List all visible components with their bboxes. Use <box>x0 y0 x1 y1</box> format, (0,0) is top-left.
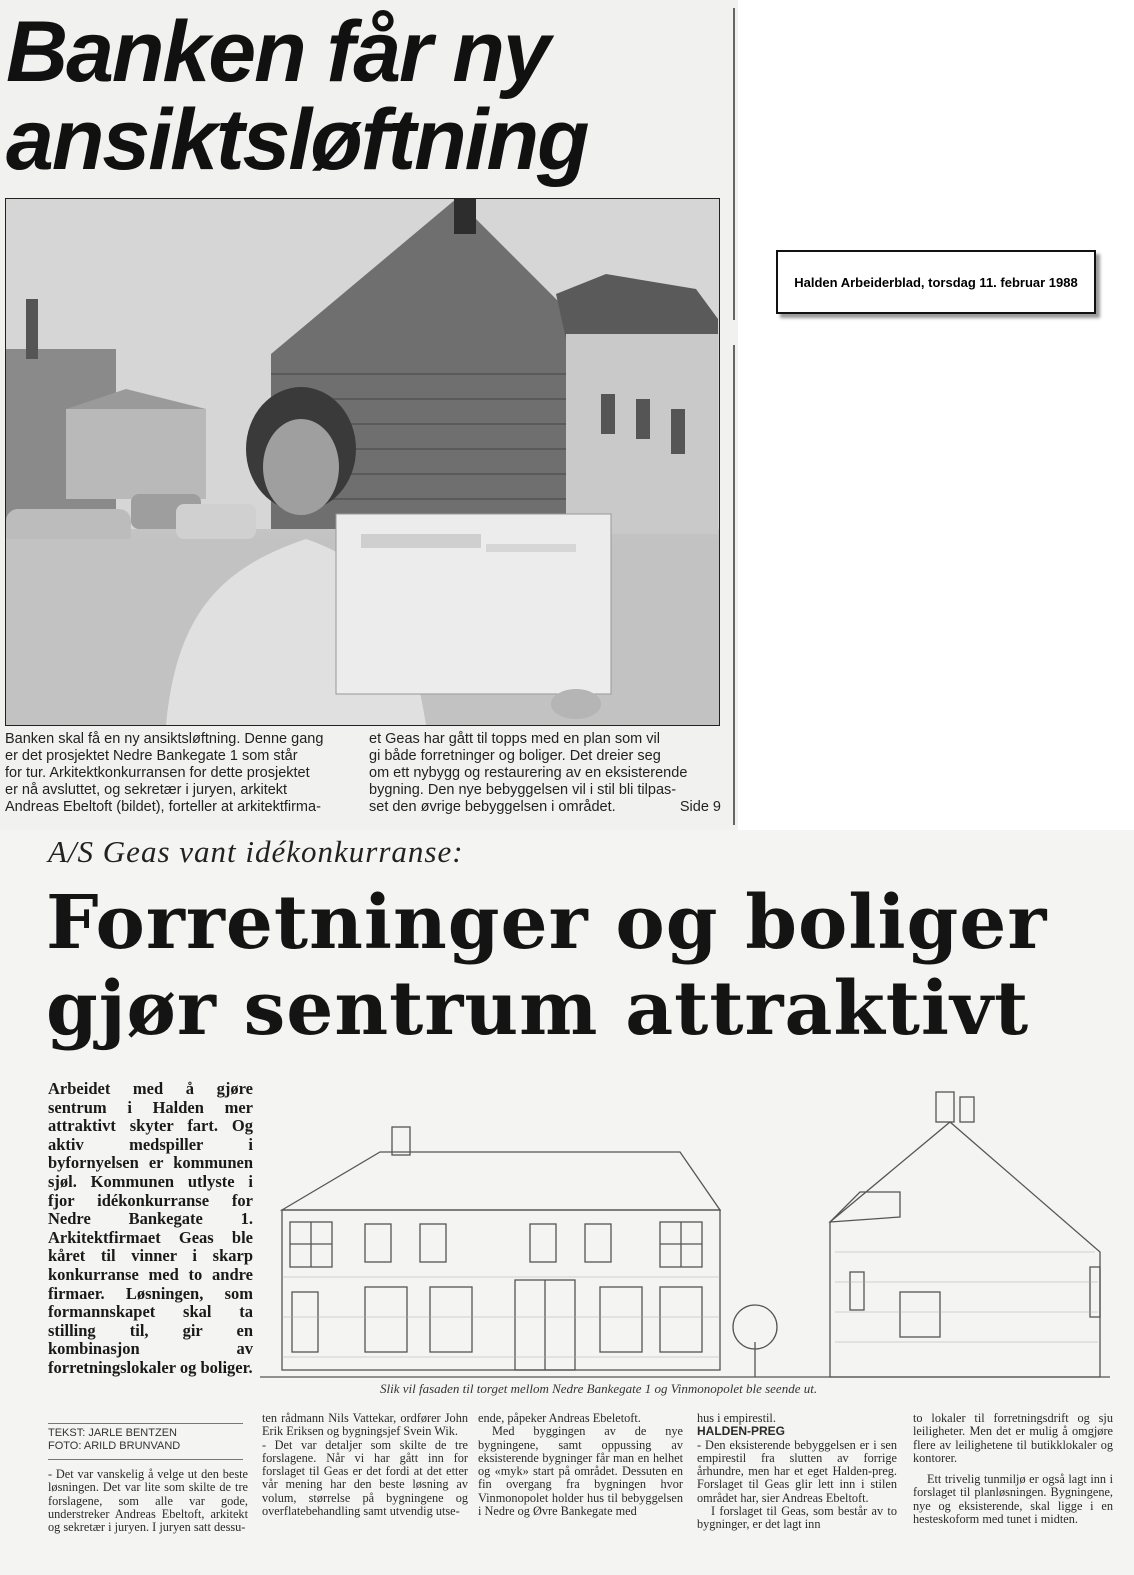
architect-facade-drawing <box>260 1082 1110 1382</box>
lead-paragraph: Arbeidet med å gjøre sentrum i Halden mer attraktivt skyter fart. Og aktiv medspiller i byfornyelsen er kommunen sjøl. Kommunen utlyste i fjor idékonkurranse for Nedre Bankegate 1. Arkitektfirmaet Geas ble kåret til vinner i skarp konkurranse med to andre firmaer. Løsningen, som formannskapet skal ta stilling til, gir en kombinasjon av forretningslokaler og boliger. <box>48 1079 253 1377</box>
body-column-2: ten rådmann Nils Vattekar, ordfører John Erik Eriksen og bygningsjef Svein Wik. - Det var detaljer som skilte de tre forslagene. Når vi har gått inn for forslaget til Geas er det fordi at det etter vår mening har den beste løsning av volum, størrelse på bygningene og overflatebehandling samt utvendig utse- <box>262 1411 468 1519</box>
photo-caption-left: Banken skal få en ny ansiktsløftning. Denne gang er det prosjektet Nedre Bankegate 1 som står for tur. Arkitektkonkurransen for dette prosjektet er nå avsluttet, og sekretær i juryen, arkitekt Andreas Ebeltoft (bildet), forteller at arkitektfirma- <box>5 731 324 815</box>
photo-caption-right: et Geas har gått til topps med en plan som vil gi både forretninger og boliger. Det dreier seg om ett nybygg og restaurering av en eksisterende bygning. Den nye bebyggelsen vil i stil bli tilpas- set den øvrige bebyggelsen i området. Side 9 <box>369 731 721 815</box>
byline <box>48 1423 248 1460</box>
byline-photo: FOTO: ARILD BRUNVAND <box>48 1440 181 1452</box>
body-column-1: - Det var vanskelig å velge ut den beste løsningen. Det var lite som skilte de tre forslagene, som alle var gode, understreker Andreas Ebeltoft, arkitekt og sekretær i juryen. I juryen satt dessu- <box>48 1467 248 1535</box>
body-column-3: ende, påpeker Andreas Ebeletoft. Med byggingen av de nye bygningene, samt oppussing av eksisterende bygninger får man en helhet og «myk» start på området. Dessuten en fin overgang fra bygningen hvor Vinmonopolet holder hus til bebyggelsen i Nedre og Øvre Bankegate med <box>478 1411 683 1519</box>
kicker: A/S Geas vant idékonkurranse: <box>48 834 464 869</box>
page-reference: Side 9 <box>679 799 721 815</box>
headline-bank-facelift: Banken får ny ansiktsløftning <box>6 4 588 188</box>
body-column-5: to lokaler til forretningsdrift og sju leiligheter. Men det er mulig å omgjøre flere av leilighetene til butikklokaler og kontorer. Ett trivelig tunmiljø er også lagt inn i forslaget til planløsningen. Bygningene, nye og eksisterende, skal ligge i en hesteskoform med tunet i midten. <box>913 1411 1113 1527</box>
byline-rule-bottom <box>48 1459 243 1460</box>
column-rule-upper <box>733 8 735 320</box>
drawing-caption: Slik vil fasaden til torget mellom Nedre Bankegate 1 og Vinmonopolet ble seende ut. <box>380 1381 818 1396</box>
subheading-halden-preg: HALDEN-PREG <box>697 1424 786 1439</box>
byline-text: TEKST: JARLE BENTZEN <box>48 1427 177 1439</box>
source-label-box <box>776 250 1096 314</box>
byline-rule <box>48 1423 243 1424</box>
source-label: Halden Arbeiderblad, torsdag 11. februar 1988 <box>794 274 1078 290</box>
body-column-4: hus i empirestil. HALDEN-PREG - Den eksisterende bebyggelsen er i sen empirestil fra slutten av forrige århundre, men har et eget Halden-preg. Forslaget til Geas glir lett inn i stilen området har, sier Andreas Ebeltoft. I forslaget til Geas, som består av to bygninger, er det lagt inn <box>697 1411 897 1532</box>
column-rule-lower <box>733 345 735 825</box>
news-photo-architect-with-plan <box>5 198 720 726</box>
headline-shops-and-homes: Forretninger og boliger gjør sentrum attraktivt <box>46 880 1048 1052</box>
